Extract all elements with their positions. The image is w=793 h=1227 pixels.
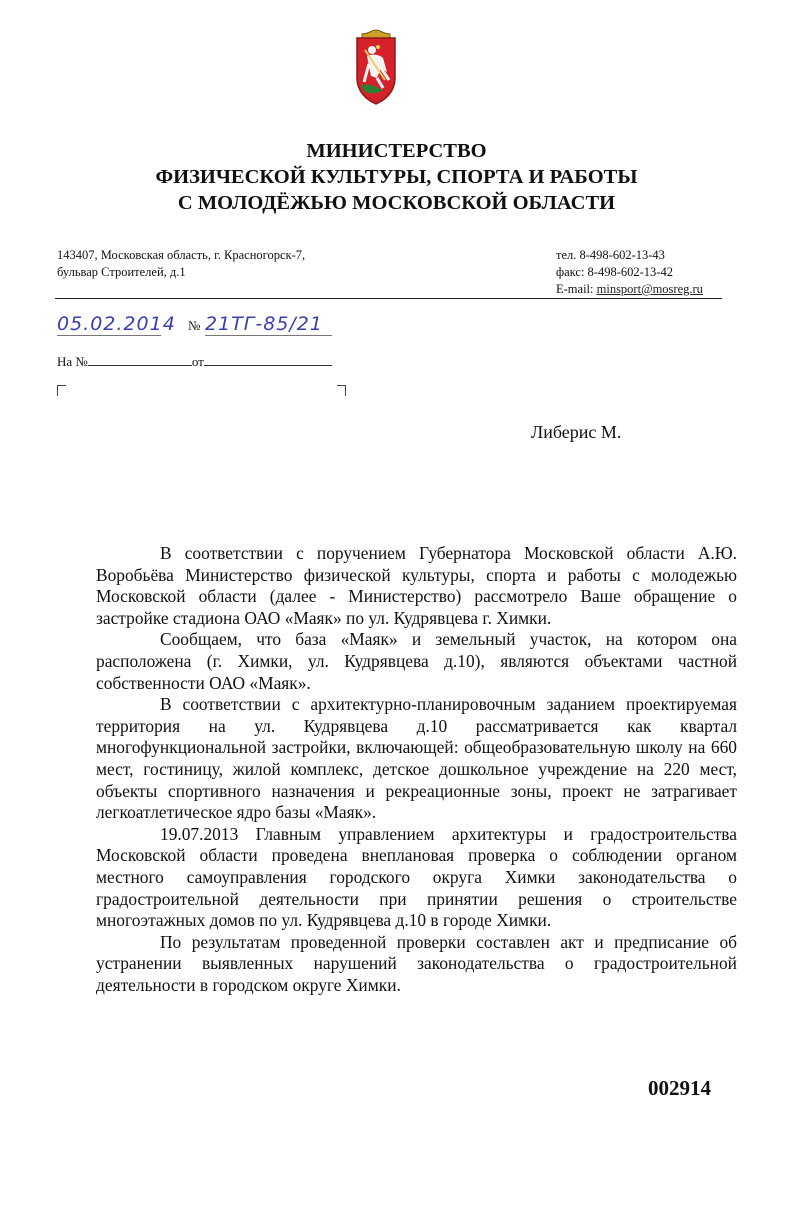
ministry-heading-line-1: МИНИСТЕРСТВО xyxy=(306,140,487,162)
reference-number-blank xyxy=(88,353,192,366)
body-paragraph-1: В соответствии с поручением Губернатора Московской области А.Ю. Воробьёва Министерство физической культуры, спорта и работы с молодежью Московской области (далее - Министерство) рассмотрело Ваше обращение о застройке стадиона ОАО «Маяк» по ул. Кудрявцева г. Химки. xyxy=(96,543,737,628)
header-divider xyxy=(55,298,722,299)
outgoing-number-handwritten: 21ТГ-85/21 xyxy=(205,313,323,335)
coat-of-arms-icon xyxy=(349,28,403,106)
email-link[interactable]: minsport@mosreg.ru xyxy=(596,282,703,296)
outgoing-date-field xyxy=(57,313,176,336)
ministry-contacts xyxy=(556,247,703,298)
recipient-name: Либерис М. xyxy=(531,422,622,442)
fax-number: факс: 8-498-602-13-42 xyxy=(556,265,673,279)
ministry-heading-line-3: С МОЛОДЁЖЬЮ МОСКОВСКОЙ ОБЛАСТИ xyxy=(177,192,616,214)
email-row xyxy=(556,281,703,298)
address-line-1: 143407, Московская область, г. Красногорск-7, xyxy=(57,248,306,262)
email-label: E-mail: xyxy=(556,282,594,296)
number-sign: № xyxy=(188,318,201,333)
body-paragraph-4: 19.07.2013 Главным управлением архитектуры и градостроительства Московской области проведена внеплановая проверка о соблюдении органом местного самоуправления городского округа Химки законодательства о градостроительной деятельности при принятии решения о строительстве многоэтажных домов по ул. Кудрявцева д.10 в городе Химки. xyxy=(96,823,737,931)
address-block-corner-right xyxy=(337,385,346,396)
body-paragraph-2: Сообщаем, что база «Маяк» и земельный участок, на котором она расположена (г. Химки, ул. Кудрявцева д.10), являются объектами частной собственности ОАО «Маяк». xyxy=(96,629,737,693)
body-paragraph-3: В соответствии с архитектурно-планировочным заданием проектируемая территория на ул. Кудрявцева д.10 рассматривается как квартал многофункциональной застройки, включающей: общеобразовательную школу на 660 мест, гостиницу, жилой комплекс, детское дошкольное учреждение на 220 мест, объекты спортивного назначения и рекреационные зоны, проект не затрагивает легкоатлетическое ядро базы «Маяк». xyxy=(96,694,737,823)
reference-line xyxy=(57,353,332,370)
outgoing-number-field xyxy=(205,313,332,336)
ministry-address xyxy=(57,247,305,281)
document-serial-number: 002914 xyxy=(648,1076,711,1100)
reference-date-blank xyxy=(204,353,332,366)
reference-from: от xyxy=(191,354,204,369)
outgoing-date-handwritten: 05.02.2014 xyxy=(57,313,176,335)
ministry-heading-line-2: ФИЗИЧЕСКОЙ КУЛЬТУРЫ, СПОРТА И РАБОТЫ xyxy=(155,166,638,188)
reference-prefix: На № xyxy=(57,354,88,369)
ministry-heading xyxy=(0,138,793,216)
phone-number: тел. 8-498-602-13-43 xyxy=(556,248,665,262)
body-paragraph-5: По результатам проведенной проверки составлен акт и предписание об устранении выявленных нарушений законодательства о градостроительной деятельности в городском округе Химки. xyxy=(96,931,737,995)
address-line-2: бульвар Строителей, д.1 xyxy=(57,265,186,279)
letter-body xyxy=(96,543,737,996)
address-block-corner-left xyxy=(57,385,66,396)
